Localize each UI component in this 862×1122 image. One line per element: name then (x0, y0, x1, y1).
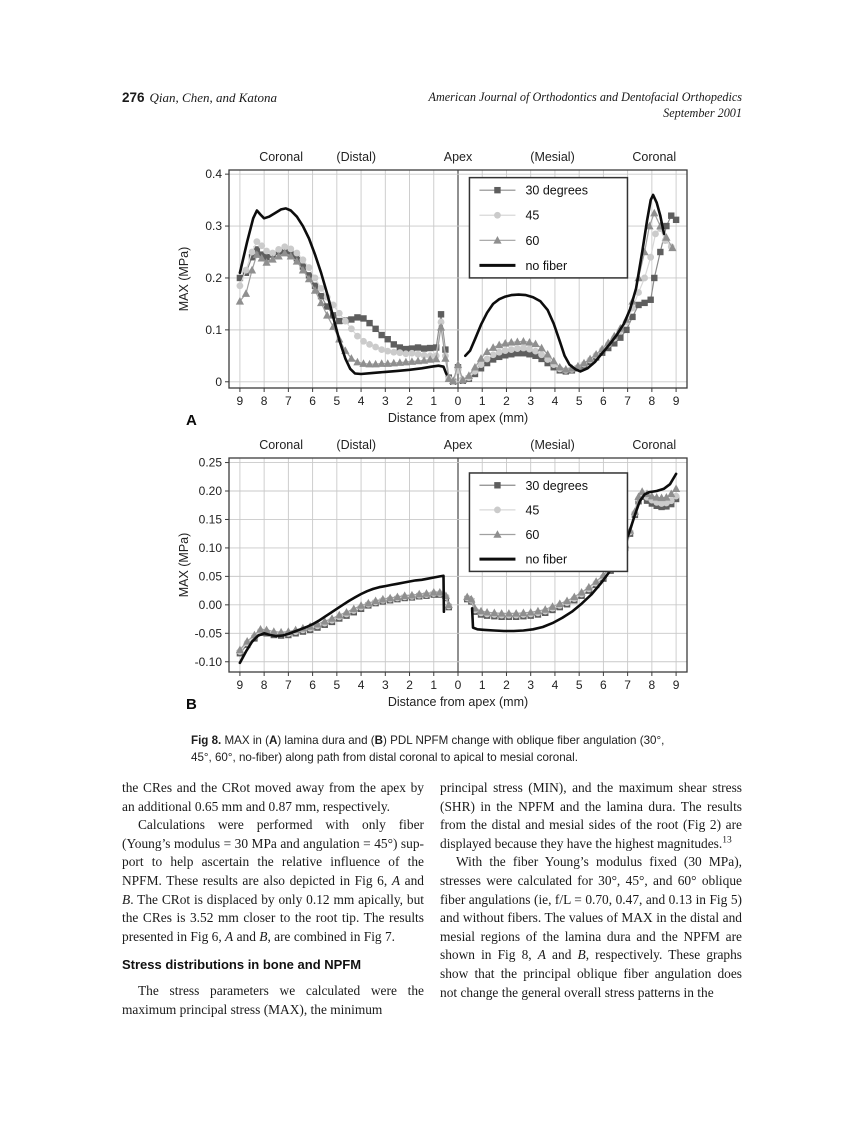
svg-text:45: 45 (525, 208, 540, 223)
svg-text:0: 0 (215, 374, 222, 389)
svg-text:Coronal: Coronal (259, 150, 303, 164)
paragraph: principal stress (MIN), and the maximum shear stress (SHR) in the NPFM and the lamina dura. The results from the distal and mesial sides of the root (Fig 2) are displayed because they have the highest magnitudes.$^{13}$ (440, 780, 742, 851)
svg-text:3: 3 (381, 394, 389, 408)
svg-text:Coronal: Coronal (632, 150, 677, 164)
svg-text:3: 3 (381, 678, 389, 692)
svg-text:9: 9 (672, 678, 680, 692)
running-head-left (122, 90, 277, 106)
svg-text:2: 2 (406, 394, 413, 408)
svg-text:4: 4 (551, 394, 559, 408)
svg-text:9: 9 (236, 678, 244, 692)
svg-text:0: 0 (454, 394, 462, 408)
svg-text:(Mesial): (Mesial) (530, 150, 575, 164)
svg-text:7: 7 (285, 394, 292, 408)
svg-text:Distance from apex (mm): Distance from apex (mm) (387, 411, 529, 425)
svg-text:9: 9 (672, 394, 680, 408)
svg-text:3: 3 (527, 394, 535, 408)
page-number: 276 (122, 90, 145, 105)
svg-text:7: 7 (624, 394, 631, 408)
svg-text:0.1: 0.1 (205, 322, 222, 337)
svg-text:1: 1 (430, 678, 438, 692)
svg-text:8: 8 (260, 678, 268, 692)
svg-text:(Distal): (Distal) (336, 438, 377, 452)
svg-text:8: 8 (648, 678, 656, 692)
svg-text:0.2: 0.2 (205, 270, 222, 285)
svg-text:0.4: 0.4 (205, 167, 222, 182)
svg-text:8: 8 (648, 394, 656, 408)
chart-panel-b (175, 434, 700, 718)
svg-text:4: 4 (357, 678, 365, 692)
body-text (122, 779, 742, 1019)
svg-text:6: 6 (309, 394, 316, 408)
paragraph: Calculations were performed with only fiber (Young’s modulus = 30 MPa and angulation = 45°) support to help ascertain the relative influence of the NPFM. These results are also depicted in Fig 6, A and B. The CRot is displaced by only 0.12 mm apically, but the CRes is 3.52 mm closer to the root tip. The results presented in Fig 6, A and B, are combined in Fig 7. (122, 817, 425, 944)
svg-text:Coronal: Coronal (632, 438, 677, 452)
svg-text:-0.10: -0.10 (194, 654, 222, 669)
svg-text:4: 4 (357, 394, 365, 408)
svg-text:(Mesial): (Mesial) (530, 438, 575, 452)
svg-text:Apex: Apex (443, 438, 473, 452)
svg-text:30 degrees: 30 degrees (525, 478, 589, 493)
svg-text:5: 5 (575, 394, 583, 408)
journal-issue: September 2001 (663, 105, 742, 120)
svg-text:2: 2 (503, 678, 510, 692)
chart-panel-a (175, 146, 700, 434)
running-authors: Qian, Chen, and Katona (149, 90, 278, 105)
svg-text:Distance from apex (mm): Distance from apex (mm) (387, 695, 529, 709)
svg-text:0.3: 0.3 (205, 219, 222, 234)
svg-text:0.15: 0.15 (198, 512, 222, 527)
svg-text:Coronal: Coronal (259, 438, 303, 452)
svg-text:0.25: 0.25 (198, 455, 222, 470)
paragraph: The stress parameters we calculated were the maximum principal stress (MAX), the minimum (122, 982, 424, 1017)
svg-text:1: 1 (478, 394, 486, 408)
svg-text:60: 60 (525, 528, 540, 543)
svg-text:1: 1 (430, 394, 438, 408)
svg-text:30 degrees: 30 degrees (525, 183, 589, 198)
svg-text:5: 5 (333, 394, 341, 408)
paragraph: the CRes and the CRot moved away from the apex by an additional 0.65 mm and 0.87 mm, respectively. (122, 780, 424, 814)
section-heading: Stress distributions in bone and NPFM (122, 957, 362, 973)
svg-text:Apex: Apex (443, 150, 473, 164)
svg-text:MAX (MPa): MAX (MPa) (177, 246, 191, 312)
svg-text:1: 1 (478, 678, 486, 692)
paragraph: With the fiber Young’s modulus fixed (30 MPa), stresses were calculated for 30°, 45°, and 60° oblique fiber angulations (ie, f/L = 0.70, 0.47, and 0.13 in Fig 5) and without fibers. The values of MAX in the distal and mesial regions of the lamina dura and the NPFM are shown in Fig 8, A and B, respectively. These graphs show that the principal oblique fiber angulation does not change the general overall stress patterns in the (440, 854, 742, 1000)
svg-text:2: 2 (406, 678, 413, 692)
running-head-right (429, 90, 742, 121)
figure-caption: Fig 8. MAX in (A) lamina dura and (B) PDL NPFM change with oblique fiber angulation (30°, 45°, 60°, no-fiber) along path from distal coronal to apical to mesial coronal. (191, 734, 665, 764)
svg-text:7: 7 (285, 678, 292, 692)
svg-text:45: 45 (525, 503, 540, 518)
svg-text:7: 7 (624, 678, 631, 692)
svg-text:0.10: 0.10 (198, 540, 222, 555)
svg-text:6: 6 (600, 394, 607, 408)
figure-8 (175, 146, 700, 766)
svg-text:5: 5 (575, 678, 583, 692)
svg-text:B: B (186, 696, 197, 713)
svg-text:(Distal): (Distal) (336, 150, 377, 164)
svg-text:60: 60 (525, 233, 540, 248)
svg-text:0.00: 0.00 (198, 597, 222, 612)
svg-text:no fiber: no fiber (525, 552, 568, 567)
svg-text:A: A (186, 412, 197, 429)
svg-text:-0.05: -0.05 (194, 626, 222, 641)
svg-text:4: 4 (551, 678, 559, 692)
journal-name: American Journal of Orthodontics and Dentofacial Orthopedics (428, 90, 742, 104)
svg-text:no fiber: no fiber (525, 258, 568, 273)
page-header (122, 90, 742, 121)
svg-text:0: 0 (454, 678, 462, 692)
svg-text:6: 6 (309, 678, 316, 692)
svg-text:0.20: 0.20 (198, 484, 222, 499)
svg-text:5: 5 (333, 678, 341, 692)
left-column (122, 779, 424, 1019)
svg-text:3: 3 (527, 678, 535, 692)
svg-text:8: 8 (260, 394, 268, 408)
svg-text:0.05: 0.05 (198, 569, 222, 584)
svg-text:9: 9 (236, 394, 244, 408)
svg-text:MAX (MPa): MAX (MPa) (177, 532, 191, 598)
right-column (440, 779, 742, 1019)
svg-text:2: 2 (503, 394, 510, 408)
svg-text:6: 6 (600, 678, 607, 692)
